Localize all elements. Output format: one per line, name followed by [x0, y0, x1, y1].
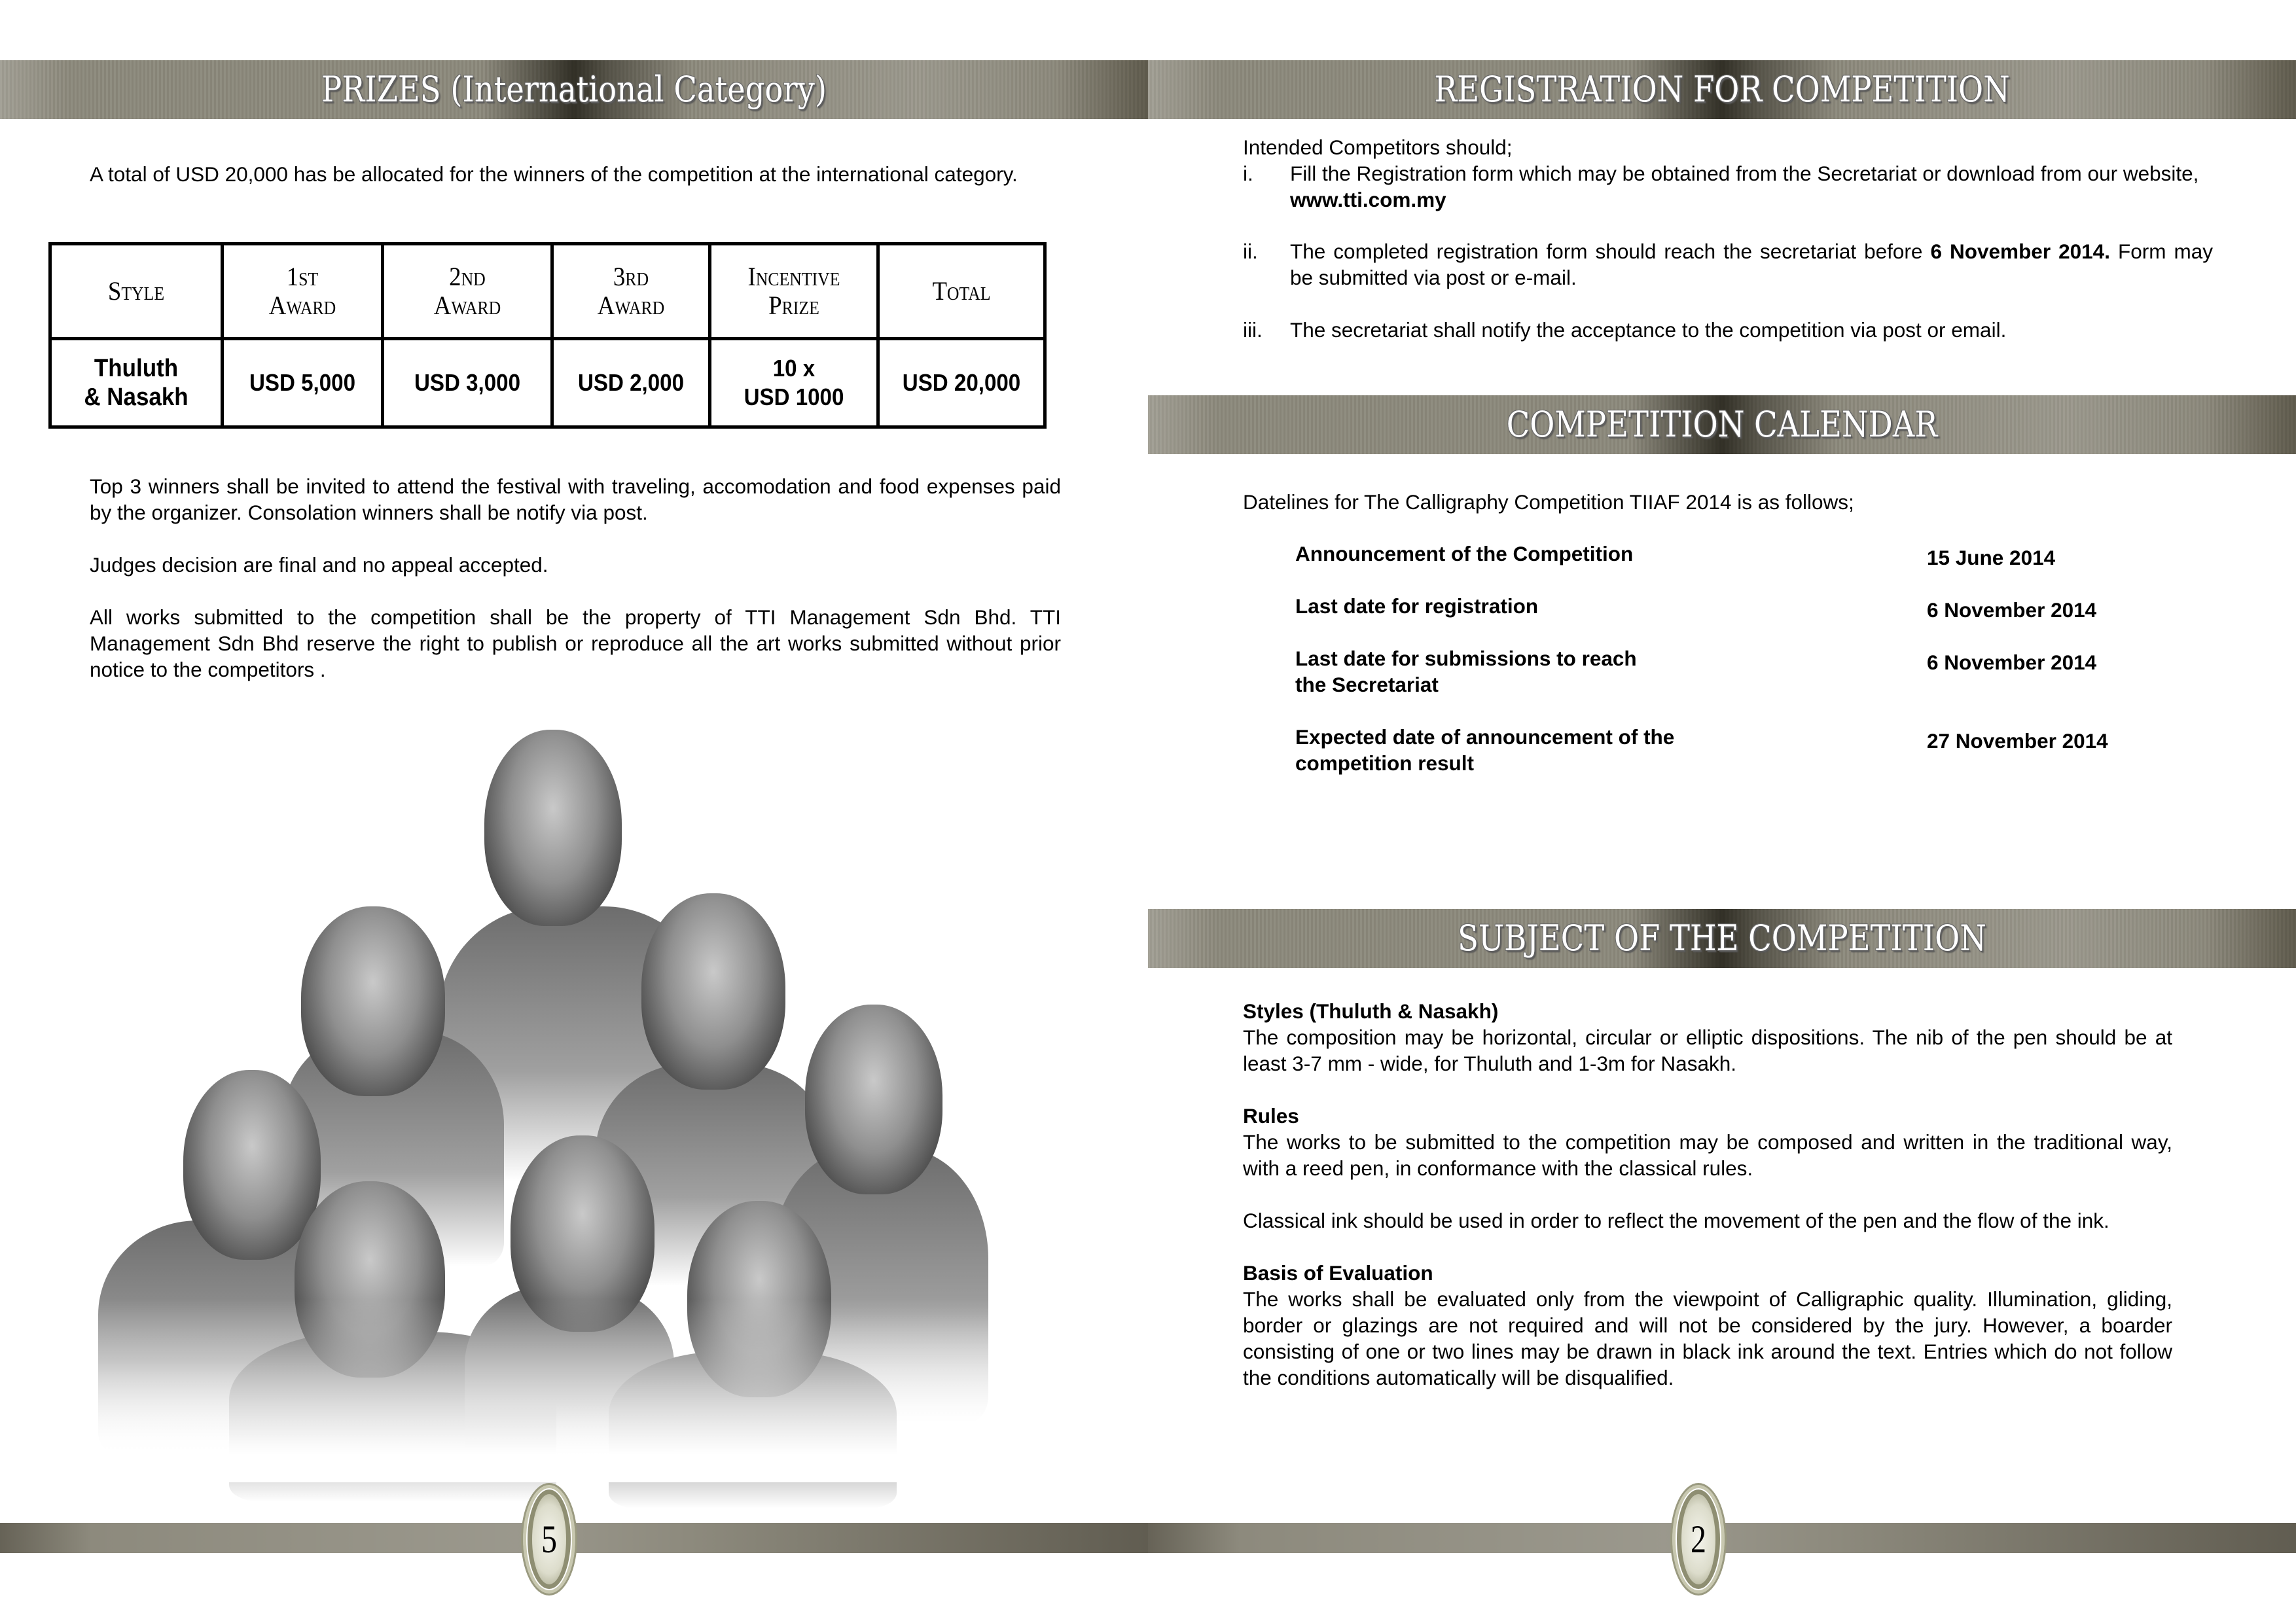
- prizes-paragraph-judges: Judges decision are final and no appeal accepted.: [90, 553, 548, 577]
- prizes-paragraph-winners: Top 3 winners shall be invited to attend the festival with traveling, accomodation and food expenses paid by the organizer. Consolation winners shall be notify via post.: [90, 474, 1061, 524]
- subject-banner: [1148, 909, 2296, 968]
- website-link[interactable]: www.tti.com.my: [1290, 188, 1446, 211]
- photo-fade: [72, 1299, 1021, 1482]
- header-incentive-prize: Incentive Prize: [710, 244, 878, 339]
- prize-table-header-row: [50, 244, 1045, 339]
- registration-item-marker: ii.: [1243, 240, 1258, 263]
- judge-photo: [301, 906, 445, 1096]
- registration-item: The secretariat shall notify the acceptance to the competition via post or email.: [1290, 318, 2007, 342]
- header-style: Style: [50, 244, 223, 339]
- subject-body-ink: Classical ink should be used in order to reflect the movement of the pen and the flow of the ink.: [1243, 1209, 2109, 1232]
- subject-body-rules: The works to be submitted to the competition may be composed and written in the traditional way, with a reed pen, in conformance with the classical rules.: [1243, 1130, 2172, 1180]
- subject-body-styles: The composition may be horizontal, circular or elliptic dispositions. The nib of the pen should be at least 3-7 mm - wide, for Thuluth and 1-3m for Nasakh.: [1243, 1026, 2172, 1075]
- cell-1st-award: USD 5,000: [223, 339, 383, 427]
- judge-photo: [183, 1070, 321, 1260]
- subject-body-evaluation: The works shall be evaluated only from the viewpoint of Calligraphic quality. Illumination, gliding, border or glazings are not required and will not be considered by the jury. However, a boarder consisting of one or two lines may be drawn in black ink around the text. Entries which do not follow the conditions automatically will be disqualified.: [1243, 1287, 2172, 1389]
- calendar-event-date: 15 June 2014: [1927, 546, 2056, 569]
- cell-incentive-prize: 10 x USD 1000: [710, 339, 878, 427]
- calendar-intro: Datelines for The Calligraphy Competition TIIAF 2014 is as follows;: [1243, 490, 1854, 514]
- header-3rd-award: 3rd Award: [552, 244, 710, 339]
- calendar-event-date: 6 November 2014: [1927, 598, 2097, 622]
- calendar-event-label: Last date for submissions to reach the Secretariat: [1295, 647, 1637, 696]
- judge-photo: [641, 893, 785, 1090]
- registration-banner: [1148, 60, 2296, 119]
- registration-item: The completed registration form should reach the secretariat before 6 November 2014. Form may be submitted via post or e-mail.: [1290, 240, 2214, 289]
- judges-photo-collage: [98, 723, 995, 1476]
- page-number-medallion: [521, 1483, 577, 1596]
- calendar-event-label: Last date for registration: [1295, 594, 1539, 618]
- calendar-banner-title: COMPETITION CALENDAR: [1506, 404, 1938, 445]
- cell-style: Thuluth & Nasakh: [50, 339, 223, 427]
- registration-item-marker: iii.: [1243, 318, 1263, 342]
- cell-total: USD 20,000: [878, 339, 1045, 427]
- page-number: 5: [541, 1518, 557, 1561]
- header-1st-award: 1st Award: [223, 244, 383, 339]
- subject-heading-styles: Styles (Thuluth & Nasakh): [1243, 999, 1499, 1023]
- prizes-intro: A total of USD 20,000 has be allocated for the winners of the competition at the international category.: [90, 162, 1018, 186]
- header-total: Total: [878, 244, 1045, 339]
- calendar-event-label: Expected date of announcement of the competition result: [1295, 725, 1675, 775]
- registration-banner-title: REGISTRATION FOR COMPETITION: [1434, 69, 2010, 110]
- page-number: 2: [1691, 1518, 1706, 1561]
- subject-heading-evaluation: Basis of Evaluation: [1243, 1261, 1433, 1285]
- prizes-banner-title: PRIZES (International Category): [321, 69, 827, 110]
- prizes-paragraph-property: All works submitted to the competition shall be the property of TTI Management Sdn Bhd. TTI Management Sdn Bhd reserve the right to publish or reproduce all the art works submitted without prior notice to the competitors .: [90, 605, 1061, 681]
- page-number-medallion: [1670, 1483, 1727, 1596]
- table-row: [50, 339, 1045, 427]
- prizes-banner: [0, 60, 1148, 119]
- judge-photo: [805, 1005, 942, 1194]
- calendar-event-date: 27 November 2014: [1927, 729, 2108, 753]
- prize-table: [48, 242, 1047, 429]
- header-2nd-award: 2nd Award: [383, 244, 552, 339]
- registration-item-marker: i.: [1243, 162, 1253, 185]
- registration-item: Fill the Registration form which may be obtained from the Secretariat or download from our website, www.tti.com.my: [1290, 162, 2199, 211]
- subject-heading-rules: Rules: [1243, 1104, 1299, 1128]
- cell-3rd-award: USD 2,000: [552, 339, 710, 427]
- calendar-event-label: Announcement of the Competition: [1295, 542, 1634, 565]
- judge-photo: [484, 730, 622, 926]
- subject-banner-title: SUBJECT OF THE COMPETITION: [1458, 918, 1986, 959]
- calendar-event-date: 6 November 2014: [1927, 651, 2097, 674]
- cell-2nd-award: USD 3,000: [383, 339, 552, 427]
- right-page: [1148, 0, 2296, 1623]
- calendar-banner: [1148, 395, 2296, 454]
- registration-intro: Intended Competitors should;: [1243, 135, 1513, 159]
